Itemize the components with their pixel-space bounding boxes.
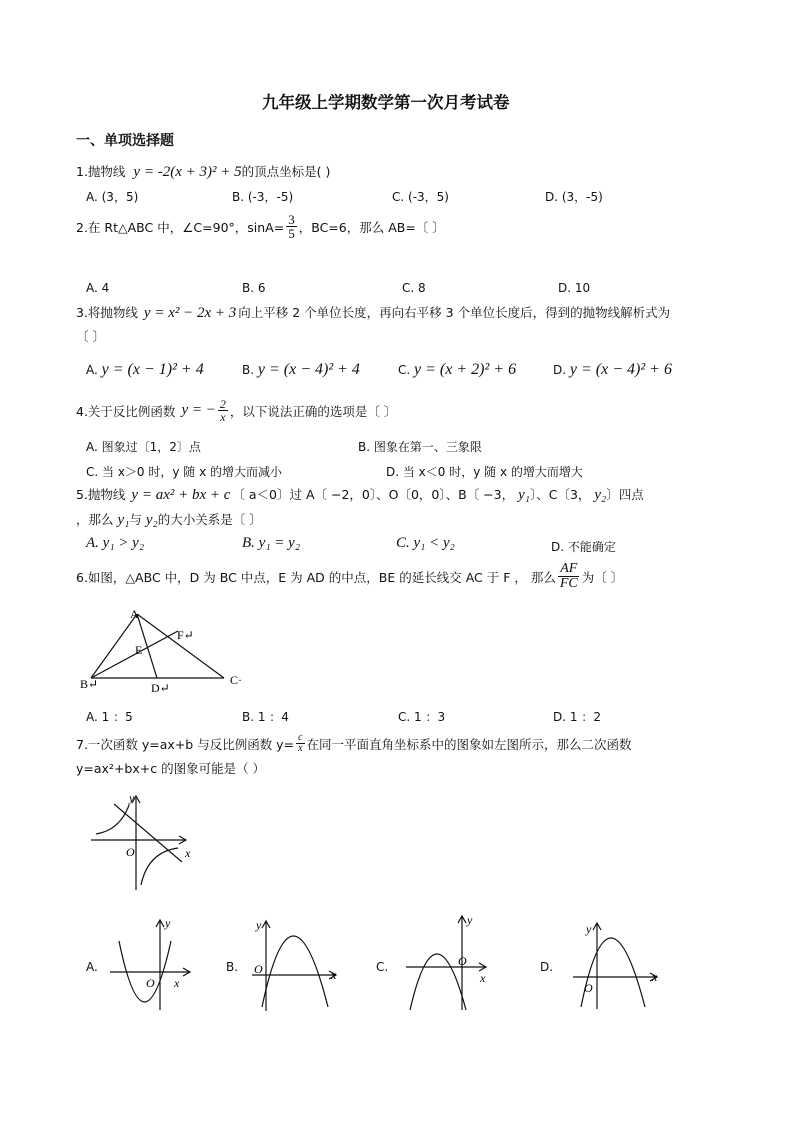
q3-option-a[interactable] bbox=[86, 361, 204, 379]
q5-option-b[interactable] bbox=[242, 535, 300, 552]
question-4-formula: y = − bbox=[181, 402, 216, 418]
axis-label-y: y bbox=[129, 791, 135, 805]
question-6 bbox=[76, 562, 623, 591]
q7-option-c-graph[interactable] bbox=[398, 910, 493, 1015]
label-b: B↵ bbox=[80, 677, 99, 691]
y2-symbol: y₂ bbox=[145, 512, 158, 528]
q7-option-a-label[interactable]: A. bbox=[86, 960, 98, 974]
q4-option-a[interactable]: A. 图象过〔1，2〕点 bbox=[86, 440, 201, 454]
origin-label: O bbox=[458, 954, 467, 968]
triangle-figure bbox=[75, 600, 250, 700]
fraction-numerator: 3 bbox=[288, 212, 295, 227]
option-text: C. y₁ < y₂ bbox=[396, 535, 455, 551]
fraction-numerator: c bbox=[298, 732, 303, 743]
question-5 bbox=[76, 485, 644, 504]
fraction-denominator: 5 bbox=[288, 226, 295, 241]
question-7-lead: 7.一次函数 y=ax+b 与反比例函数 y= bbox=[76, 736, 295, 752]
linear-function-line bbox=[114, 804, 182, 862]
origin-label: O bbox=[584, 981, 593, 995]
reference-graph bbox=[86, 790, 201, 895]
axis-label-y: y bbox=[256, 918, 262, 932]
question-5-conditions: 〔 a＜0〕过 A〔 −2，0〕、O〔0，0〕、B〔 −3， bbox=[232, 487, 515, 502]
question-5-line2-lead: ，那么 bbox=[76, 512, 114, 527]
question-4-fraction bbox=[218, 398, 228, 423]
fraction-denominator: FC bbox=[559, 576, 578, 591]
option-formula: y = (x − 1)² + 4 bbox=[101, 361, 204, 378]
q2-option-c[interactable]: C. 8 bbox=[402, 281, 426, 295]
question-1-suffix: 的顶点坐标是( ) bbox=[241, 164, 331, 179]
q4-option-d[interactable]: D. 当 x＜0 时，y 随 x 的增大而增大 bbox=[386, 465, 583, 479]
question-5-line2-end: 的大小关系是〔 〕 bbox=[157, 512, 262, 527]
label-d: D↵ bbox=[151, 681, 170, 695]
question-1-formula: y = -2(x + 3)² + 5 bbox=[133, 164, 242, 180]
fraction-numerator: AF bbox=[560, 561, 578, 576]
q7-option-b-graph[interactable] bbox=[248, 913, 348, 1013]
q1-option-d[interactable]: D. (3，-5) bbox=[545, 190, 603, 204]
q2-option-a[interactable]: A. 4 bbox=[86, 281, 110, 295]
question-2-fraction bbox=[286, 213, 297, 240]
question-2 bbox=[76, 213, 445, 240]
question-7-rest: 在同一平面直角坐标系中的图象如左图所示，那么二次函数 bbox=[306, 736, 632, 752]
axis-label-y: y bbox=[165, 916, 171, 930]
q6-option-c[interactable]: C. 1 ：3 bbox=[398, 710, 446, 724]
fraction-denominator: x bbox=[298, 743, 303, 754]
q1-option-a[interactable]: A. (3，5) bbox=[86, 190, 139, 204]
question-2-suffix: ，BC=6，那么 AB=〔 〕 bbox=[298, 219, 445, 235]
question-5-formula: y = ax² + bx + c bbox=[131, 487, 231, 503]
parabola-curve bbox=[262, 936, 328, 1007]
axis-label-x: x bbox=[480, 971, 486, 985]
question-5-and: 与 bbox=[129, 512, 142, 527]
axis-label-y: y bbox=[586, 922, 592, 936]
hyperbola-branch-left bbox=[96, 805, 129, 834]
section-heading: 一、单项选择题 bbox=[76, 133, 174, 149]
option-letter: A. bbox=[86, 363, 98, 377]
question-6-suffix: 为〔 〕 bbox=[581, 569, 624, 585]
origin-label: O bbox=[146, 976, 155, 990]
q6-option-b[interactable]: B. 1 ：4 bbox=[242, 710, 289, 724]
parabola-curve bbox=[581, 938, 645, 1007]
q1-option-b[interactable]: B. (-3，-5) bbox=[232, 190, 294, 204]
question-5-mid: 〕、C〔3， bbox=[529, 487, 591, 502]
question-4-prefix: 4.关于反比例函数 bbox=[76, 403, 176, 419]
axis-label-x: x bbox=[185, 846, 191, 860]
q7-option-b-label[interactable]: B. bbox=[226, 960, 239, 974]
question-3 bbox=[76, 303, 670, 322]
q7-option-d-graph[interactable] bbox=[565, 915, 665, 1015]
q2-option-d[interactable]: D. 10 bbox=[558, 281, 591, 295]
question-1-prefix: 1.抛物线 bbox=[76, 164, 126, 179]
fraction-denominator: x bbox=[220, 410, 226, 424]
q2-option-b[interactable]: B. 6 bbox=[242, 281, 266, 295]
q4-option-b[interactable]: B. 图象在第一、三象限 bbox=[358, 440, 482, 454]
question-7-line2: y=ax²+bx+c 的图象可能是（ ） bbox=[76, 761, 266, 776]
axis-label-x: x bbox=[331, 968, 337, 982]
q7-option-d-label[interactable]: D. bbox=[540, 960, 554, 974]
option-letter: C. bbox=[398, 363, 411, 377]
question-7 bbox=[76, 733, 632, 754]
axis-label-y: y bbox=[467, 913, 473, 927]
question-6-fraction bbox=[558, 562, 580, 591]
axis-label-x: x bbox=[652, 970, 658, 984]
question-4 bbox=[76, 398, 396, 423]
option-letter: D. bbox=[553, 363, 567, 377]
y1-symbol: y₁ bbox=[117, 512, 130, 528]
q4-option-c[interactable]: C. 当 x＞0 时，y 随 x 的增大而减小 bbox=[86, 465, 283, 479]
label-f: F↵ bbox=[177, 628, 194, 642]
label-e: E bbox=[135, 643, 143, 657]
question-7-fraction bbox=[296, 733, 304, 754]
q7-option-c-label[interactable]: C. bbox=[376, 960, 389, 974]
question-6-prefix: 6.如图，△ABC 中，D 为 BC 中点，E 为 AD 的中点，BE 的延长线交 AC 于 F ， 那么 bbox=[76, 569, 556, 585]
segment-ab bbox=[91, 614, 137, 678]
q5-option-d[interactable]: D. 不能确定 bbox=[551, 540, 616, 554]
question-3-suffix: 向上平移 2 个单位长度，再向右平移 3 个单位长度后，得到的抛物线解析式为 bbox=[238, 305, 671, 320]
question-3-line2: 〔 〕 bbox=[76, 329, 105, 344]
label-a: A bbox=[130, 607, 139, 621]
question-1 bbox=[76, 162, 330, 181]
option-letter: B. bbox=[242, 363, 255, 377]
label-c: C· bbox=[230, 673, 242, 687]
option-formula: y = (x + 2)² + 6 bbox=[414, 361, 517, 378]
q6-option-a[interactable]: A. 1 ：5 bbox=[86, 710, 133, 724]
y1-symbol: y₁ bbox=[518, 487, 530, 503]
axis-label-x: x bbox=[174, 976, 180, 990]
option-text: A. y₁ > y₂ bbox=[86, 535, 145, 551]
question-5-end: 〕四点 bbox=[606, 487, 644, 502]
q5-option-c[interactable] bbox=[396, 535, 455, 552]
origin-label: O bbox=[254, 962, 263, 976]
fraction-numerator: 2 bbox=[219, 397, 226, 411]
y2-symbol: y₂ bbox=[594, 487, 607, 503]
question-5-lead: 5.抛物线 bbox=[76, 487, 126, 502]
option-formula: y = (x − 4)² + 6 bbox=[569, 361, 672, 378]
question-3-formula: y = x² − 2x + 3 bbox=[143, 305, 237, 321]
q5-option-a[interactable] bbox=[86, 535, 144, 552]
question-2-prefix: 2.在 Rt△ABC 中，∠C=90°，sinA= bbox=[76, 219, 285, 235]
q7-option-a-graph[interactable] bbox=[102, 915, 197, 1015]
q1-option-c[interactable]: C. (-3，5) bbox=[392, 190, 449, 204]
origin-label: O bbox=[126, 845, 135, 859]
q3-option-b[interactable] bbox=[242, 361, 360, 379]
question-5-line2 bbox=[76, 510, 262, 529]
q3-option-c[interactable] bbox=[398, 361, 516, 379]
option-formula: y = (x − 4)² + 4 bbox=[257, 361, 360, 378]
page-title: 九年级上学期数学第一次月考试卷 bbox=[262, 93, 510, 112]
option-text: B. y₁ = y₂ bbox=[242, 535, 301, 551]
q3-option-d[interactable] bbox=[553, 361, 672, 379]
question-4-suffix: ，以下说法正确的选项是〔 〕 bbox=[229, 403, 397, 419]
question-3-prefix: 3.将抛物线 bbox=[76, 305, 138, 320]
q6-option-d[interactable]: D. 1 ：2 bbox=[553, 710, 601, 724]
